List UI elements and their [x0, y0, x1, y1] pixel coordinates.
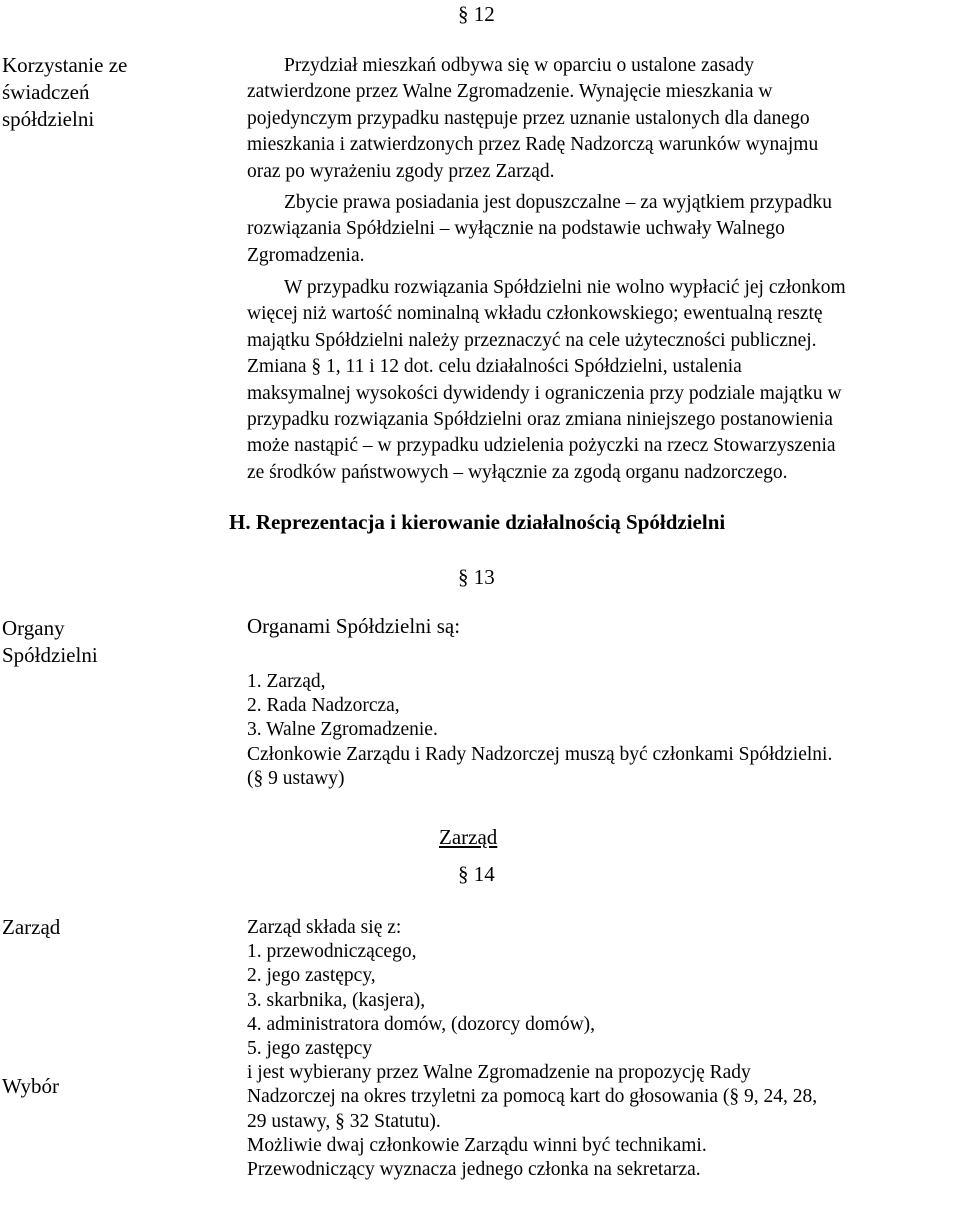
side-label-zarzad: Zarząd [2, 915, 61, 939]
chapter-h-title: H. Reprezentacja i kierowanie działalnością Spółdzielni [229, 510, 726, 534]
section-13-intro: Organami Spółdzielni są: [247, 614, 461, 638]
text-line: rozwiązania Spółdzielni – wyłącznie na podstawie uchwały Walnego [247, 218, 785, 240]
side-label-line: świadczeń [2, 80, 90, 104]
note-line: (§ 9 ustawy) [247, 767, 345, 789]
side-label-organy [2, 615, 98, 669]
text-line: Przydział mieszkań odbywa się w oparciu o ustalone zasady [284, 55, 755, 76]
section-12-paragraph-2 [247, 190, 832, 269]
text-line: Zbycie prawa posiadania jest dopuszczalne – za wyjątkiem przypadku [284, 192, 832, 213]
text-line: Przewodniczący wyznacza jednego członka na sekretarza. [247, 1159, 701, 1181]
text-line: więcej niż wartość nominalną wkładu członkowskiego; ewentualną resztę [247, 303, 823, 325]
list-item: 2. Rada Nadzorcza, [247, 695, 400, 717]
section-12-paragraph-3 [247, 275, 846, 486]
text-line: może nastąpić – w przypadku udzielenia pożyczki na rzecz Stowarzyszenia [247, 435, 836, 457]
zarzad-subtitle: Zarząd [439, 825, 498, 849]
text-line: Możliwie dwaj członkowie Zarządu winni być technikami. [247, 1134, 707, 1156]
side-label-wybor: Wybór [2, 1074, 60, 1098]
text-line: Zmiana § 1, 11 i 12 dot. celu działalności Spółdzielni, ustalenia [247, 356, 742, 378]
organs-list [247, 670, 832, 791]
text-line: 29 ustawy, § 32 Statutu). [247, 1110, 441, 1132]
zarzad-list [247, 916, 817, 1182]
list-item: 1. przewodniczącego, [247, 941, 417, 963]
side-label-line: spółdzielni [2, 107, 95, 131]
text-line: przypadku rozwiązania Spółdzielni oraz zmiana niniejszego postanowienia [247, 409, 833, 431]
text-line: Nadzorczej na okres trzyletni za pomocą kart do głosowania (§ 9, 24, 28, [247, 1086, 818, 1108]
side-label-korzystanie [2, 52, 127, 133]
text-line: majątku Spółdzielni należy przeznaczyć na cele użyteczności publicznej. [247, 329, 817, 351]
side-label-line: Korzystanie ze [2, 53, 128, 77]
list-intro: Zarząd składa się z: [247, 917, 402, 938]
text-line: oraz po wyrażeniu zgody przez Zarząd. [247, 160, 555, 182]
section-14-heading: § 14 [458, 862, 495, 886]
section-13-heading: § 13 [458, 565, 495, 589]
text-line: Zgromadzenia. [247, 244, 365, 266]
text-line: maksymalnej wysokości dywidendy i ograniczenia przy podziale majątku w [247, 382, 842, 404]
text-line: mieszkania i zatwierdzonych przez Radę Nadzorczą warunków wynajmu [247, 134, 819, 156]
text-line: zatwierdzone przez Walne Zgromadzenie. Wynajęcie mieszkania w [247, 81, 773, 103]
side-label-line: Organy [2, 616, 65, 640]
section-12-paragraph-1 [247, 53, 818, 185]
section-12-heading: § 12 [458, 2, 495, 26]
note-line: Członkowie Zarządu i Rady Nadzorczej muszą być członkami Spółdzielni. [247, 743, 833, 765]
text-line: ze środków państwowych – wyłącznie za zgodą organu nadzorczego. [247, 461, 788, 483]
text-line: W przypadku rozwiązania Spółdzielni nie wolno wypłacić jej członkom [284, 277, 846, 298]
text-line: pojedynczym przypadku następuje przez uznanie ustalonych dla danego [247, 107, 810, 129]
list-item: 3. Walne Zgromadzenie. [247, 719, 438, 741]
side-label-line: Spółdzielni [2, 643, 98, 667]
list-item: 5. jego zastępcy [247, 1038, 373, 1060]
list-item: 3. skarbnika, (kasjera), [247, 989, 426, 1011]
list-item: 2. jego zastępcy, [247, 965, 376, 987]
list-item: 1. Zarząd, [247, 671, 326, 692]
list-item: 4. administratora domów, (dozorcy domów), [247, 1013, 596, 1035]
text-line: i jest wybierany przez Walne Zgromadzenie na propozycję Rady [247, 1062, 751, 1084]
